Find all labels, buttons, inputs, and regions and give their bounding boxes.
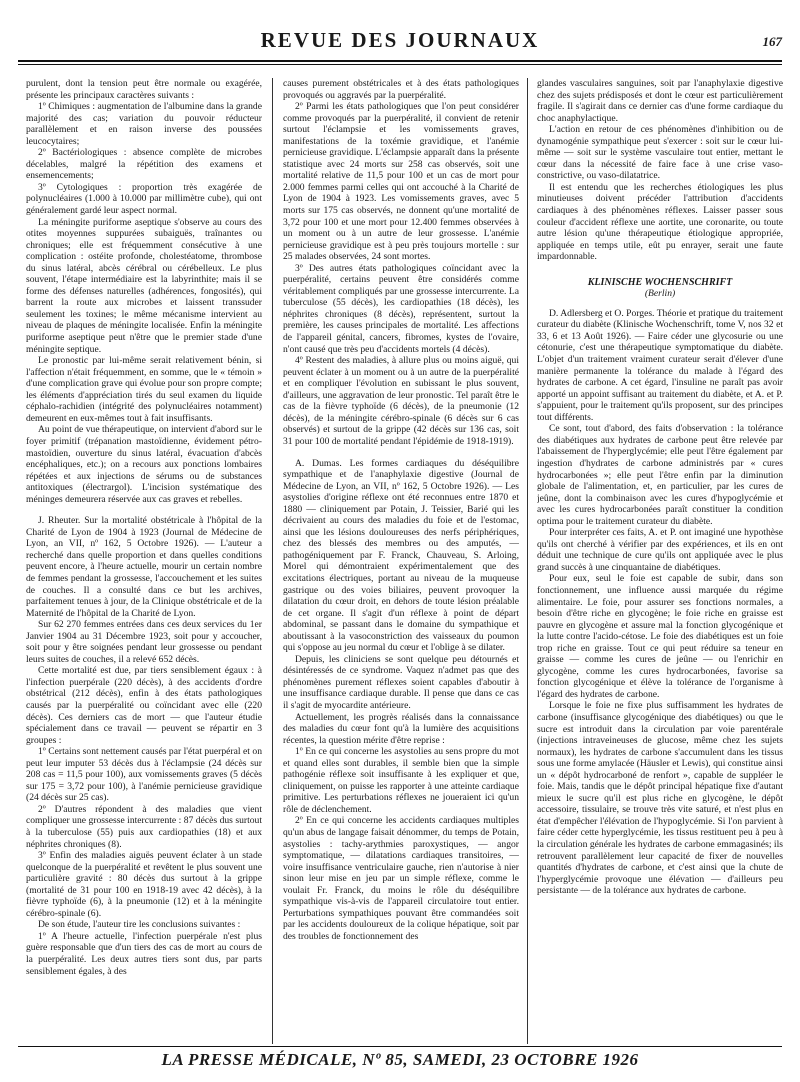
paragraph: 3º Enfin des maladies aiguës peuvent éclater à un stade quelconque de la puerpéralité et revêtent le plus souvent une particulière gravité : 80 décès dus surtout à la grippe (mortalité de 31 pour 100 en 1918-19 avec 42 décès), à la fièvre typhoïde (6), à la pneumonie (12) et à la méningite cérébro-spinale (6). <box>26 850 262 919</box>
paragraph: A. Dumas. Les formes cardiaques du déséquilibre sympathique et de l'anaphylaxie digestive (Journal de Médecine de Lyon, an VII, nº 162, 5 Octobre 1926). — Les asystolies d'origine réflexe ont été reconnues entre 1870 et 1880 — cliniquement par Potain, J. Teissier, Barié qui les décrivaient au cours des maladies du foie et de l'estomac, ainsi que les lésions douloureuses des nerfs périphériques, chez des blessés des membres ou des amputés, — pathogéniquement par F. Franck, Chauveau, S. Arloing, Morel qui démontraient expérimentalement que des excitations électriques, portant au niveau de la muqueuse gastrique ou des voies biliaires, peuvent provoquer la dilatation du cœur droit, en dehors de toute lésion préalable de cet organe. Il s'agit d'un réflexe à point de départ abdominal, se passant dans le domaine du sympathique et aboutissant à la vasoconstriction des vaisseaux du poumon qui s'oppose au jeu normal du cœur et l'oblige à se dilater. <box>283 457 519 654</box>
section-heading: KLINISCHE WOCHENSCHRIFT <box>587 276 733 288</box>
paragraph: 2º D'autres répondent à des maladies que vient compliquer une grossesse intercurrente : 87 décès dus surtout à la tuberculose (55) puis aux cardiopathies (18) et aux néphrites chroniques (8). <box>26 803 262 850</box>
page-footer: LA PRESSE MÉDICALE, Nº 85, SAMEDI, 23 OCTOBRE 1926 <box>161 1050 639 1069</box>
paragraph: Sur 62 270 femmes entrées dans ces deux services du 1er Janvier 1904 au 31 Décembre 1923, soit pour y accoucher, soit pour y être soignées pendant leur grossesse ou pendant leurs suites de couches, il a relevé 652 décès. <box>26 619 262 665</box>
paragraph: glandes vasculaires sanguines, soit par l'anaphylaxie digestive chez des sujets prédisposés et dont le cœur est particulièrement fragile. Il s'agirait dans ce dernier cas d'une forme cardiaque du choc anaphylactique. <box>537 78 783 124</box>
column-left <box>26 78 262 1046</box>
page-header <box>18 28 782 56</box>
column-middle <box>283 78 519 1046</box>
column-right <box>537 78 783 1046</box>
paragraph: Le pronostic par lui-même serait relativement bénin, si l'affection n'était fréquemment, en somme, que le « témoin » d'une complication grave qui évolue pour son propre compte; les éléments d'appréciation tirés du seul examen du liquide céphalo-rachidien (intégrité des polynucléaires notamment) demeurent en eux-mêmes tout à fait insuffisants. <box>26 355 262 424</box>
paragraph: 3º Des autres états pathologiques coïncidant avec la puerpéralité, certains peuvent être considérés comme véritablement compliqués par une grossesse intercurrente. La tuberculose (55 décès), les cardiopathies (18 décès), les néphrites chroniques (8 décès), représentent, surtout la première, les causes principales de mortalité. Les affections de l'appareil génital, cancers, fibromes, kystes de l'ovaire, n'ont causé que très peu d'accidents mortels (4 décès). <box>283 262 519 355</box>
paragraph: 1º Chimiques : augmentation de l'albumine dans la grande majorité des cas; variation du pouvoir réducteur parallèlement et en raison inverse des poussées leucocytaires; <box>26 101 262 147</box>
paragraph: De son étude, l'auteur tire les conclusions suivantes : <box>38 919 241 931</box>
header-rule <box>18 60 782 62</box>
paragraph: Depuis, les cliniciens se sont quelque peu détournés et désintéressés de ce syndrome. Vaquez n'admet pas que des phénomènes purement réflexes soient capables d'aboutir à une insuffisance cardiaque durable. Il pense que dans ce cas il s'agit de myocardite antérieure. <box>283 653 519 711</box>
paragraph: 3º Cytologiques : proportion très exagérée de polynucléaires (1.000 à 10.000 par millimètre cube), qui ont généralement gardé leur aspect normal. <box>26 181 262 217</box>
footer-rule <box>18 1046 782 1047</box>
paragraph: Ce sont, tout d'abord, des faits d'observation : la tolérance des diabétiques aux hydrates de carbone peut être relevée par l'abaissement de l'hyperglycémie; elle peut l'être également par ingestion d'hydrates de carbone administrés par « cures hydrocarbonées »; elle peut l'être enfin par la diminution globale de l'alimentation, et, en particulier, par les cures de jeûne, dont la combinaison avec les cures d'hypoglycémie et avec les cures hydrocarbonées paraît constituer la condition optima pour le traitement curateur du diabète. <box>537 423 783 527</box>
paragraph: D. Adlersberg et O. Porges. Théorie et pratique du traitement curateur du diabète (Klinische Wochenschrift, tome V, nos 32 et 33, 6 et 13 Août 1926). — Faire céder une glycosurie ou une cétonurie, c'est une thérapeutique symptomatique du diabète. L'objet d'un traitement vraiment curateur serait d'élever d'une manière permanente la tolérance du malade à l'égard des hydrates de carbone. A cet égard, l'insuline ne paraît pas avoir apporté un appoint suffisant au traitement du diabète, et A. et P. s'appuient, pour le traitement qu'ils proposent, sur des principes tout différents. <box>537 307 783 423</box>
paragraph: 1º En ce qui concerne les asystolies au sens propre du mot et quand elles sont durables, il semble bien que la simple pathogénie réflexe soit insuffisante à les expliquer et que, cliniquement, on puisse les rapporter à une atteinte cardiaque primitive. Les perturbations réflexes ne joueraient ici qu'un rôle de déclenchement. <box>283 746 519 815</box>
paragraph: Il est entendu que les recherches étiologiques les plus minutieuses doivent précéder l'attribution d'accidents cardiaques à des phénomènes réflexes. Laisser passer sous couleur d'accident réflexe une aortite, une coronarite, ou toute autre lésion qu'une thérapeutique étiologique appropriée, appliquée en temps utile, eût pu enrayer, serait une faute impardonnable. <box>537 181 783 263</box>
column-divider <box>272 78 273 1044</box>
paragraph: causes purement obstétricales et à des états pathologiques provoqués ou aggravés par la puerpéralité. <box>283 78 519 101</box>
paragraph: Lorsque le foie ne fixe plus suffisamment les hydrates de carbone (insuffisance glycogénique des diabétiques) ou que le sucre est introduit dans la circulation par voie parentérale (injections intraveineuses de glucose, même chez les sujets normaux), les hydrates de carbone s'accumulent dans les tissus sous une forme amylacée (Häusler et Lewis), qui constitue ainsi un « dépôt hydrocarboné de renfort », capable de suppléer le foie. Mais, tandis que le dépôt principal hépatique fixe d'autant mieux le sucre qu'il est plus riche en glycogène, le dépôt accessoire, tissulaire, se trouve très vite saturé, et n'est plus en état d'empêcher l'élévation de l'hypoglycémie. Si l'on parvient à faire céder cette hyperglycémie, les tissus restituent peu à peu à la circulation générale les hydrates de carbone emmagasinés; ils retrouvent parallèlement leur capacité de fixer de nouvelles quantités d'hydrates de carbone, et c'est ainsi que la chute de l'hyperglycémie provoque une élévation — d'ailleurs peu persistante — de la tolérance aux hydrates de carbone. <box>537 700 783 897</box>
section-subheading: (Berlin) <box>644 288 676 300</box>
paragraph: La méningite puriforme aseptique s'observe au cours des otites moyennes suppurées subaiguës, traînantes ou chroniques; elle est fréquemment consécutive à une complication : ostéite profonde, cholestéatome, thrombose du sinus latéral, abcès cérébral ou cérébelleux. Le plus souvent, l'étape intermédiaire est la labyrinthite; mais il se forme des défenses naturelles (adhérences, fongosités), qui barrent la route aux microbes et laissent transsuder seulement les toxines; le même mécanisme intervient au niveau de plaques de méningite localisée. Enfin la méningite puriforme aseptique peut n'être que le premier stade d'une méningite septique. <box>26 216 262 355</box>
page-number: 167 <box>762 34 782 49</box>
paragraph: J. Rheuter. Sur la mortalité obstétricale à l'hôpital de la Charité de Lyon de 1904 à 1923 (Journal de Médecine de Lyon, an VII, nº 162, 5 Octobre 1926). — L'auteur a recherché dans quelle proportion et dans quelles conditions peuvent encore, à l'heure actuelle, mourir un certain nombre de femmes pendant la grossesse, l'accouchement et les suites de couches. Il a consulté dans ce but les archives, parfaitement tenues à jour, de la Clinique obstétricale et de la Maternité de l'hôpital de la Charité de Lyon. <box>26 515 262 619</box>
paragraph: 1º A l'heure actuelle, l'infection puerpérale n'est plus guère responsable que d'un tiers des cas de mort au cours de la puerpéralité. Les deux autres tiers sont dus, par parts sensiblement égales, à des <box>26 930 262 977</box>
column-divider <box>527 78 528 1044</box>
paragraph: purulent, dont la tension peut être normale ou exagérée, présente les principaux caractères suivants : <box>26 78 262 101</box>
paragraph: 2º Bactériologiques : absence complète de microbes décelables, malgré la répétition des examens et ensemencements; <box>26 147 262 182</box>
paragraph: 4º Restent des maladies, à allure plus ou moins aiguë, qui peuvent éclater à un moment ou à un autre de la puerpéralité et en compliquer l'évolution en subissant le plus souvent, d'ailleurs, une aggravation de leur pronostic. Tel paraît être le cas de la fièvre typhoïde (6 décès), de la pneumonie (12 décès), de la méningite cérébro-spinale (6 décès sur 6 cas observés) et surtout de la grippe (42 décès sur 136 cas, soit 31 pour 100 de mortalité pendant l'épidémie de 1918-1919). <box>283 355 519 447</box>
paragraph: Actuellement, les progrès réalisés dans la connaissance des maladies du cœur font qu'à la lumière des acquisitions récentes, la question mérite d'être reprise : <box>283 711 519 746</box>
paragraph: Au point de vue thérapeutique, on intervient d'abord sur le foyer primitif (trépanation mastoïdienne, évidement pétro-mastoïdien, ouverture du sinus latéral, évacuation d'abcès encéphaliques, etc.); on a recours aux ponctions lombaires répétées et aux injections de sérums ou de substances antitoxiques (électrargol). L'incision systématique des méninges demeurera réservée aux cas graves et rebelles. <box>26 424 262 505</box>
paragraph: 2º Parmi les états pathologiques que l'on peut considérer comme provoqués par la puerpéralité, il convient de retenir surtout l'éclampsie et les vomissements graves, manifestations de la toxémie gravidique, et l'anémie pernicieuse gravidique. L'éclampsie apparaît dans la présente statistique avec 24 morts sur 258 cas observés, soit une mortalité relative de 11,5 pour 100 et un cas de mort pour 2.000 femmes parmi celles qui ont accouché à la Charité de Lyon de 1904 à 1923. Les vomissements graves, avec 5 morts sur 175 cas observés, ne donnent qu'une mortalité de 3,72 pour 100 et une mort pour 12.400 femmes observées à un moment ou à un autre de leur grossesse. L'anémie pernicieuse gravidique est à peu près toujours mortelle : sur 25 malades observées, 24 sont mortes. <box>283 101 519 263</box>
paragraph: 1º Certains sont nettement causés par l'état puerpéral et on peut leur imputer 53 décès dus à l'éclampsie (24 décès sur 208 cas = 11,5 pour 100), aux vomissements graves (5 décès sur 175 = 3,72 pour 100), à l'anémie pernicieuse gravidique (24 décès sur 25 cas). <box>26 746 262 804</box>
paragraph: 2º En ce qui concerne les accidents cardiaques multiples qu'un abus de langage faisait dénommer, du temps de Potain, asystolies : tachy-arythmies paroxystiques, — angor symptomatique, — dilatations cardiaques transitoires, — voire insuffisance ventriculaire gauche, rien n'autorise à nier sinon leur mise en jeu par un simple réflexe, comme le voulait Fr. Franck, du moins le rôle du déséquilibre sympathique vis-à-vis de l'appareil circulatoire tout entier. Perturbations sympathiques pouvant être commandées soit par les accidents douloureux de la colique hépatique, soit par des troubles de fonctionnement des <box>283 815 519 942</box>
paragraph: Pour eux, seul le foie est capable de subir, dans son fonctionnement, une influence aussi marquée du régime alimentaire. Le foie, pour assurer ses fonctions normales, a besoin d'être riche en glycogène; le foie riche en graisse est pauvre en glycogène et assure mal la fonction glycogénique et la lutte contre l'acido-cétose. Le foie des diabétiques est un foie trop riche en graisse. Tout ce qui peut réduire sa teneur en graisse — comme les cures de jeûne — ou l'enrichir en glycogène, comme les cures hydrocarbonées, favorise sa fonction glycogénique et élève la tolérance de l'organisme à l'égard des hydrates de carbone. <box>537 573 783 700</box>
journal-title: REVUE DES JOURNAUX <box>260 28 540 52</box>
paragraph: L'action en retour de ces phénomènes d'inhibition ou de dynamogénie sympathique peut s'exercer : soit sur le cœur lui-même — soit sur le système vasculaire tout entier, mettant le cœur dans la nécessité de faire face à une crise vaso-constrictive, ou vaso-dilatatrice. <box>537 124 783 182</box>
paragraph: Pour interpréter ces faits, A. et P. ont imaginé une hypothèse qu'ils ont cherché à vérifier par des expériences, et ils en ont déduit une technique de cure qu'ils ont appliquée avec le plus grand succès à une cinquantaine de diabétiques. <box>537 527 783 573</box>
paragraph: Cette mortalité est due, par tiers sensiblement égaux : à l'infection puerpérale (220 décès), à des accidents d'ordre obstétrical (212 décès), enfin à des états pathologiques causés par la puerpéralité ou coïncidant avec elle (220 décès). Ces derniers cas de mort — que l'auteur étudie spécialement dans ce travail — peuvent se répartir en 3 groupes : <box>26 665 262 746</box>
header-rule-thin <box>18 64 782 65</box>
